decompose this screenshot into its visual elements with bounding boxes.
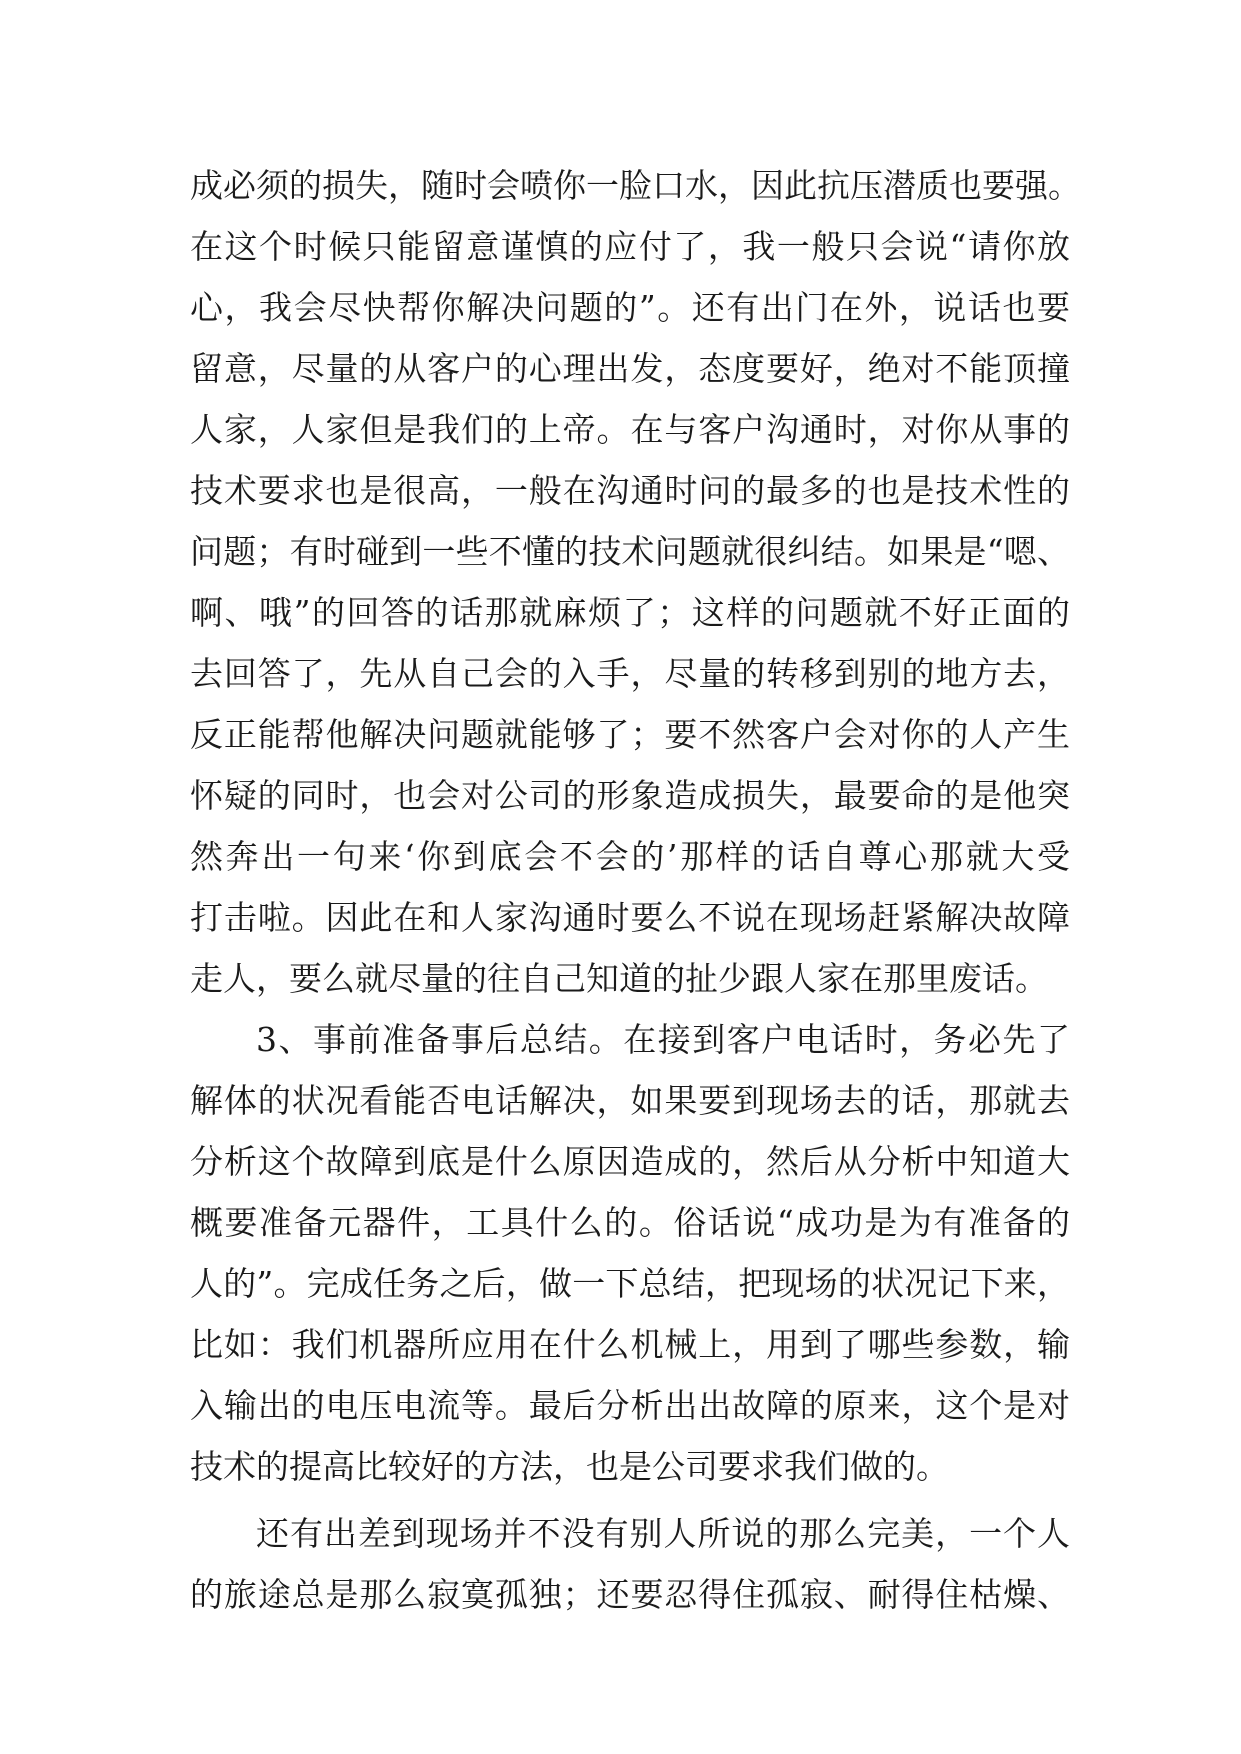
text-line: 在这个时候只能留意谨慎的应付了，我一般只会说“请你放	[190, 227, 1070, 266]
text-line: 分析这个故障到底是什么原因造成的，然后从分析中知道大	[190, 1142, 1070, 1181]
text-line: 打击啦。因此在和人家沟通时要么不说在现场赶紧解决故障	[190, 898, 1070, 937]
text-line: 问题；有时碰到一些不懂的技术问题就很纠结。如果是“嗯、	[190, 532, 1070, 571]
text-line: 人家，人家但是我们的上帝。在与客户沟通时，对你从事的	[190, 410, 1070, 449]
text-line: 的旅途总是那么寂寞孤独；还要忍得住孤寂、耐得住枯燥、	[190, 1575, 1070, 1614]
text-line: 心，我会尽快帮你解决问题的”。还有出门在外，说话也要	[190, 288, 1070, 327]
text-line: 解体的状况看能否电话解决，如果要到现场去的话，那就去	[190, 1081, 1070, 1120]
text-line: 留意，尽量的从客户的心理出发，态度要好，绝对不能顶撞	[190, 349, 1070, 388]
text-line: 反正能帮他解决问题就能够了；要不然客户会对你的人产生	[190, 715, 1070, 754]
text-line: 成必须的损失，随时会喷你一脸口水，因此抗压潜质也要强。	[190, 166, 1081, 205]
paragraph-start-line: 还有出差到现场并不没有别人所说的那么完美，一个人	[256, 1514, 1070, 1553]
text-line: 啊、哦”的回答的话那就麻烦了；这样的问题就不好正面的	[190, 593, 1070, 632]
text-line: 技术要求也是很高，一般在沟通时问的最多的也是技术性的	[190, 471, 1070, 510]
text-line: 然奔出一句来‘你到底会不会的’那样的话自尊心那就大受	[190, 837, 1070, 876]
body-text	[190, 155, 1081, 1625]
text-line: 怀疑的同时，也会对公司的形象造成损失，最要命的是他突	[190, 776, 1070, 815]
text-line: 人的”。完成任务之后，做一下总结，把现场的状况记下来，	[190, 1264, 1070, 1303]
paragraph-start-line: 3、事前准备事后总结。在接到客户电话时，务必先了	[256, 1020, 1070, 1059]
text-line: 去回答了，先从自己会的入手，尽量的转移到别的地方去，	[190, 654, 1070, 693]
text-line: 入输出的电压电流等。最后分析出出故障的原来，这个是对	[190, 1386, 1070, 1425]
text-line: 走人，要么就尽量的往自己知道的扯少跟人家在那里废话。	[190, 959, 1048, 998]
text-line: 概要准备元器件，工具什么的。俗话说“成功是为有准备的	[190, 1203, 1070, 1242]
text-line: 技术的提高比较好的方法，也是公司要求我们做的。	[190, 1447, 949, 1486]
text-line: 比如：我们机器所应用在什么机械上，用到了哪些参数，输	[190, 1325, 1070, 1364]
